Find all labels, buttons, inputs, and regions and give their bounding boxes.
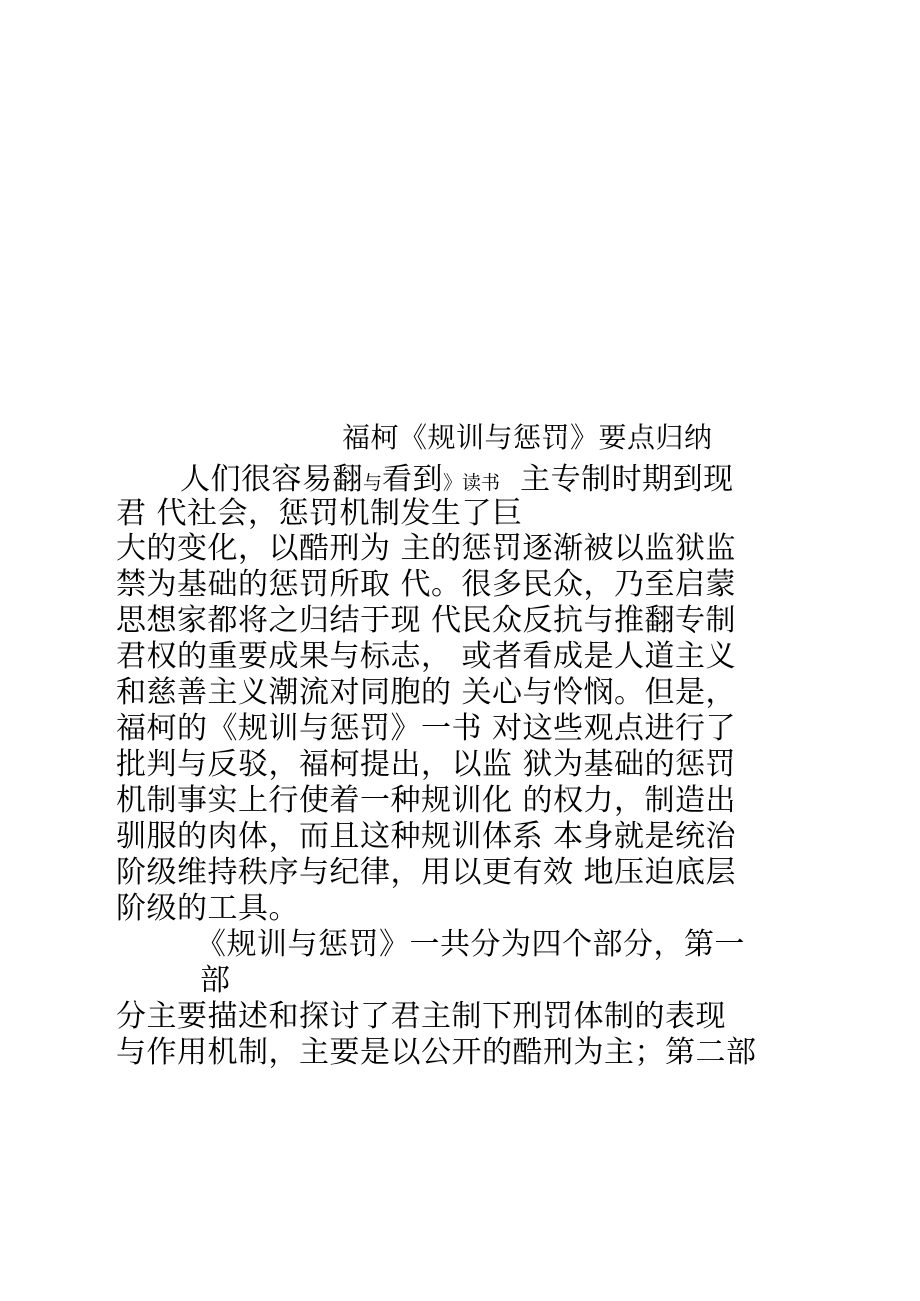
paragraph1-line2: 君 代社会，惩罚机制发生了巨 — [116, 496, 523, 531]
text-fragment: 看到 — [382, 462, 444, 497]
paragraph2-line3: 分主要描述和探讨了君主制下刑罚体制的表现 — [116, 999, 726, 1034]
paragraph1-line3: 大的变化，以酷刑为 主的惩罚逐渐被以监狱监 — [116, 531, 737, 566]
paragraph1-line7: 和慈善主义潮流对同胞的 关心与怜悯。但是， — [116, 675, 737, 710]
paragraph2-line2: 部 — [200, 963, 231, 998]
paragraph1-line4: 禁为基础的惩罚所取 代。很多民众，乃至启蒙 — [116, 567, 737, 602]
paragraph1-line12: 阶级维持秩序与纪律，用以更有效 地压迫底层 — [116, 855, 737, 890]
paragraph1-line11: 驯服的肉体，而且这种规训体系 本身就是统治 — [116, 819, 737, 854]
paragraph1-line9: 批判与反驳，福柯提出，以监 狱为基础的惩罚 — [116, 747, 737, 782]
text-fragment: 人们很容易翻 — [180, 462, 363, 497]
paragraph1-line10: 机制事实上行使着一种规训化 的权力，制造出 — [116, 783, 737, 818]
text-fragment-small: 与 — [363, 472, 383, 494]
paragraph1-line13: 阶级的工具。 — [116, 891, 299, 926]
paragraph1-line6: 君权的重要成果与标志， 或者看成是人道主义 — [116, 639, 737, 674]
paragraph1-line8: 福柯的《规训与惩罚》一书 对这些观点进行了 — [116, 711, 737, 746]
text-fragment: 主专制时期到现 — [520, 462, 734, 497]
paragraph2-line4: 与作用机制，主要是以公开的酷刑为主；第二部 — [116, 1035, 757, 1070]
document-title: 福柯《规训与惩罚》要点归纳 — [342, 421, 713, 454]
paragraph2-line1: 《规训与惩罚》一共分为四个部分，第一 — [196, 927, 745, 962]
text-fragment-small: 》读书 — [443, 472, 501, 494]
paragraph1-line5: 思想家都将之归结于现 代民众反抗与推翻专制 — [116, 603, 737, 638]
